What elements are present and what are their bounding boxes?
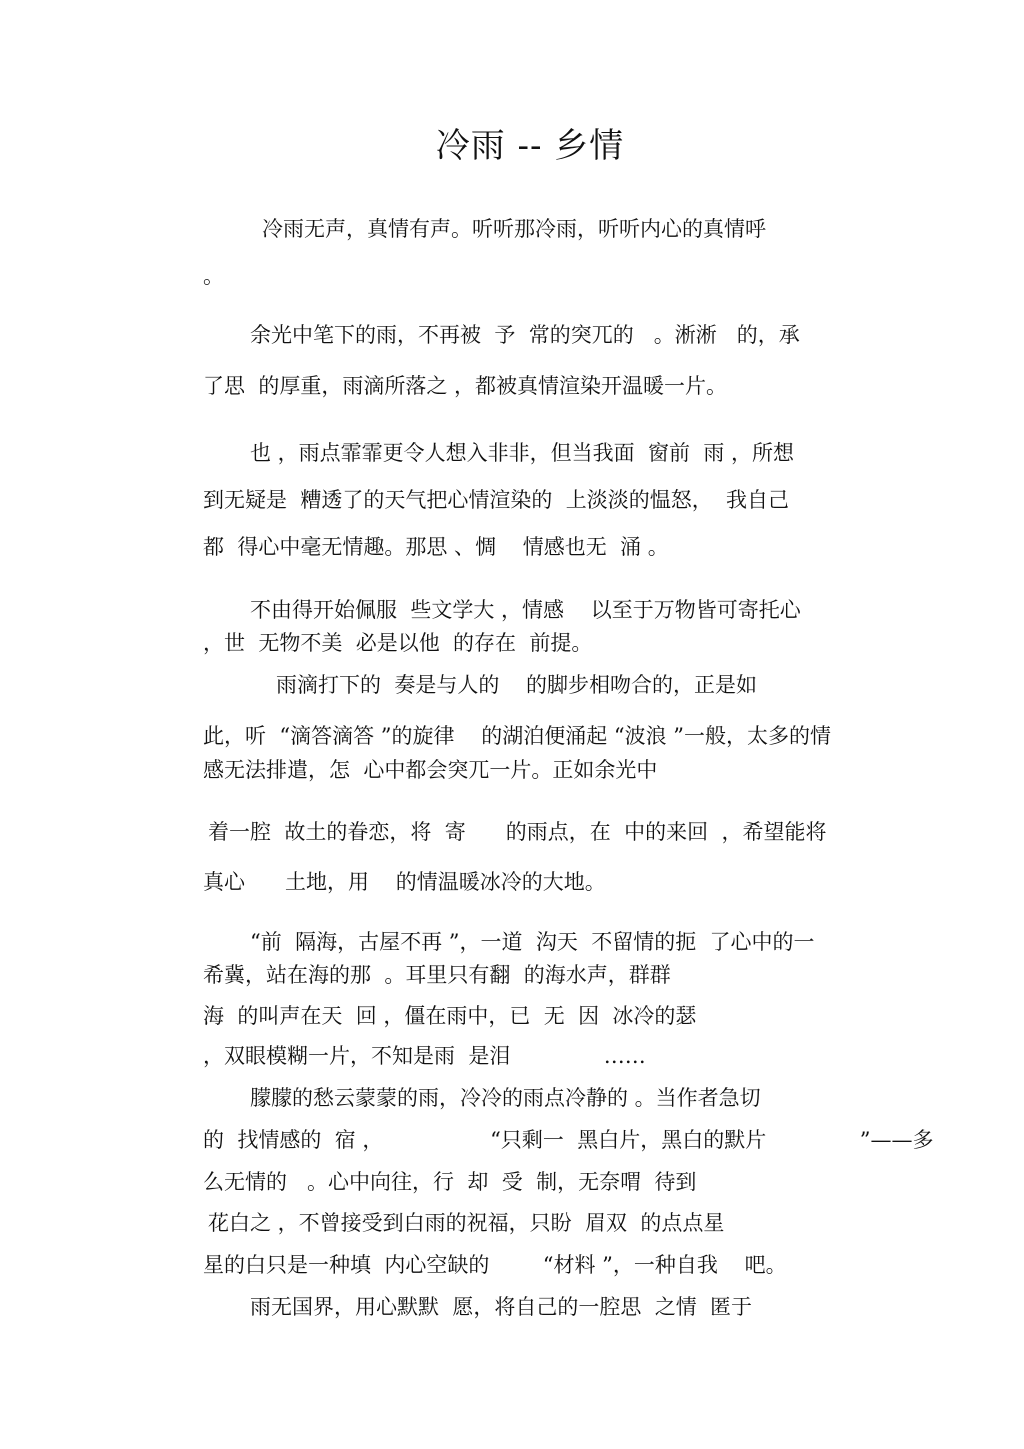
text-line: 么无情的 。心中向往，行 却 受 制，无奈喟 待到 — [203, 1170, 697, 1194]
text-line: 雨滴打下的 奏是与人的 的脚步相吻合的，正是如 — [276, 673, 758, 697]
text-line: 的 找情感的 宿 ， “只剩一 黑白片，黑白的默片 ”——多 — [203, 1128, 934, 1152]
text-line: 着一腔 故土的眷恋，将 寄 的雨点，在 中的来回 ，希望能将 — [208, 820, 827, 844]
text-line: “前 隔海，古屋不再 ”，一道 沟天 不留情的扼 了心中的一 — [250, 930, 815, 954]
text-line: 到无疑是 糟透了的天气把心情渲染的 上淡淡的愠怒， 我自己 — [203, 488, 790, 512]
text-line: ，双眼模糊一片，不知是雨 是泪 …… — [203, 1044, 646, 1068]
text-line: ，世 无物不美 必是以他 的存在 前提。 — [203, 631, 593, 655]
text-line: 了思 的厚重，雨滴所落之 ，都被真情渲染开温暖一片。 — [203, 374, 728, 398]
text-line: 海 的叫声在天 回 ，僵在雨中，已 无 因 冰冷的瑟 — [203, 1004, 697, 1028]
text-line: 希冀，站在海的那 。耳里只有翻 的海水声，群群 — [203, 963, 671, 987]
text-line: 此，听 “滴答滴答 ”的旋律 的湖泊便涌起 “波浪 ”一般，太多的情 — [203, 724, 832, 748]
text-line: 。 — [203, 264, 224, 288]
text-line: 雨无国界，用心默默 愿，将自己的一腔思 之情 匿于 — [250, 1295, 753, 1319]
text-line: 都 得心中毫无情趣。那思 、惆 情感也无 涌 。 — [203, 535, 669, 559]
text-line: 星的白只是一种填 内心空缺的 “材料 ”，一种自我 吧。 — [203, 1253, 787, 1277]
text-line: 也 ，雨点霏霏更令人想入非非，但当我面 窗前 雨 ，所想 — [250, 441, 795, 465]
text-line: 冷雨无声，真情有声。听听那冷雨，听听内心的真情呼 — [262, 217, 766, 241]
text-line: 花白之 ，不曾接受到白雨的祝福，只盼 眉双 的点点星 — [208, 1211, 725, 1235]
text-line: 感无法排遣，怎 心中都会突兀一片。正如余光中 — [203, 758, 658, 782]
text-line: 朦朦的愁云蒙蒙的雨，冷冷的雨点冷静的 。当作者急切 — [250, 1086, 761, 1110]
text-line: 真心 土地，用 的情温暖冰冷的大地。 — [203, 870, 606, 894]
text-line: 余光中笔下的雨，不再被 予 常的突兀的 。淅淅 的，承 — [250, 323, 800, 347]
text-line: 不由得开始佩服 些文学大 ，情感 以至于万物皆可寄托心 — [250, 598, 801, 622]
document-title: 冷雨 -- 乡情 — [435, 126, 625, 166]
